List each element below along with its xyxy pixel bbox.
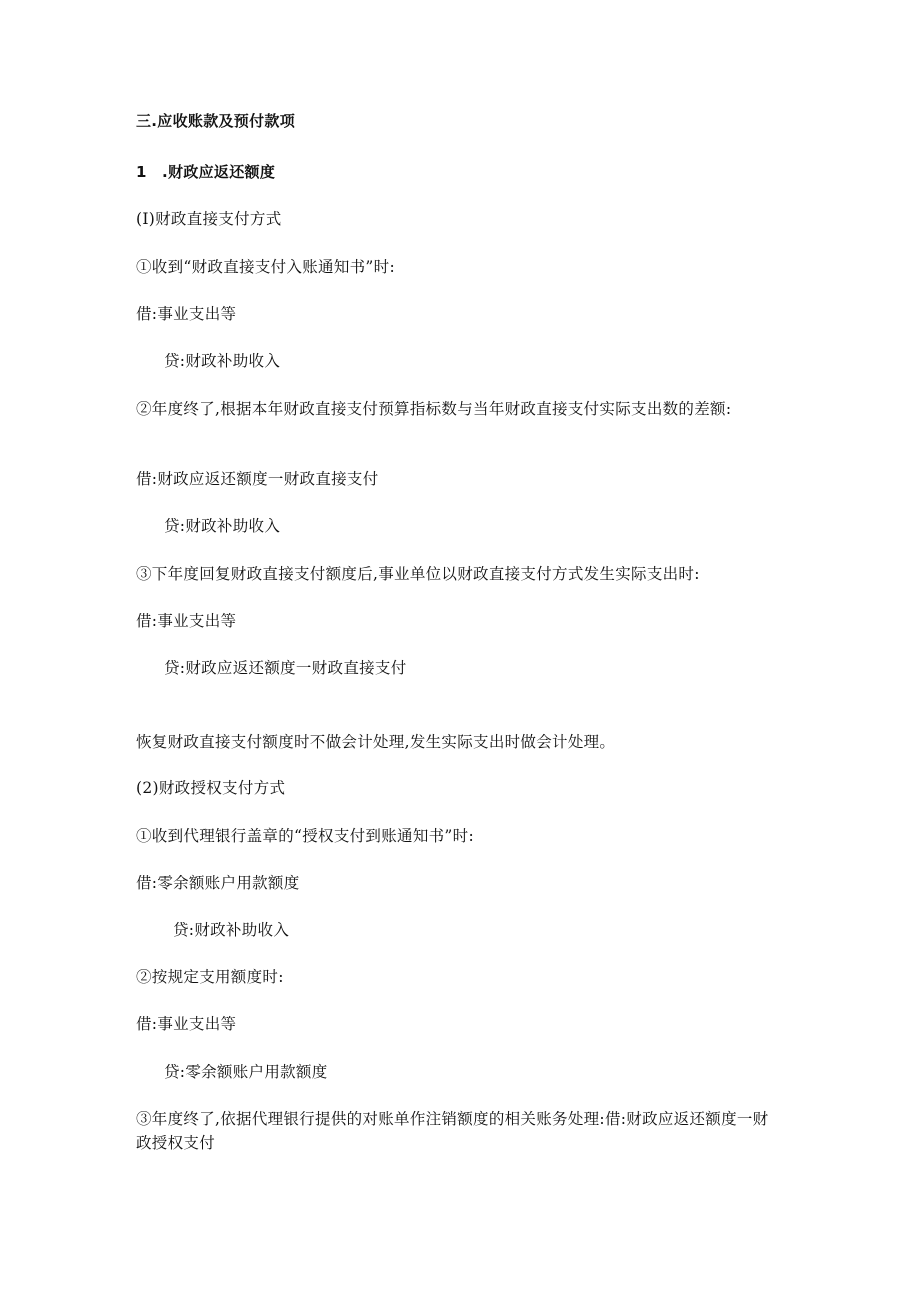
paragraph: 贷:财政补助收入 <box>164 352 281 370</box>
paragraph: ③下年度回复财政直接支付额度后,事业单位以财政直接支付方式发生实际支出时: <box>136 565 700 583</box>
paragraph: (2)财政授权支付方式 <box>136 779 286 797</box>
subsection-title: 1 .财政应返还额度 <box>136 163 276 181</box>
paragraph: 借:事业支出等 <box>136 305 237 323</box>
paragraph: (I)财政直接支付方式 <box>136 210 282 228</box>
paragraph: ①收到代理银行盖章的“授权支付到账通知书”时: <box>136 827 474 845</box>
paragraph: 贷:零余额账户用款额度 <box>164 1063 328 1081</box>
paragraph: 借:财政应返还额度一财政直接支付 <box>136 470 379 488</box>
paragraph: ③年度终了,依据代理银行提供的对账单作注销额度的相关账务处理:借:财政应返还额度一财政授权支付 <box>136 1110 769 1152</box>
paragraph: ①收到“财政直接支付入账通知书”时: <box>136 258 395 276</box>
paragraph: ②按规定支用额度时: <box>136 968 284 986</box>
paragraph: 贷:财政补助收入 <box>164 517 281 535</box>
paragraph: 借:零余额账户用款额度 <box>136 874 300 892</box>
paragraph: ②年度终了,根据本年财政直接支付预算指标数与当年财政直接支付实际支出数的差额: <box>136 400 732 418</box>
paragraph: 贷:财政应返还额度一财政直接支付 <box>164 659 407 677</box>
section-title: 三.应收账款及预付款项 <box>136 112 295 130</box>
paragraph: 贷:财政补助收入 <box>173 921 290 939</box>
paragraph: 借:事业支出等 <box>136 612 237 630</box>
paragraph: 借:事业支出等 <box>136 1015 237 1033</box>
paragraph: 恢复财政直接支付额度时不做会计处理,发生实际支出时做会计处理。 <box>136 733 616 751</box>
